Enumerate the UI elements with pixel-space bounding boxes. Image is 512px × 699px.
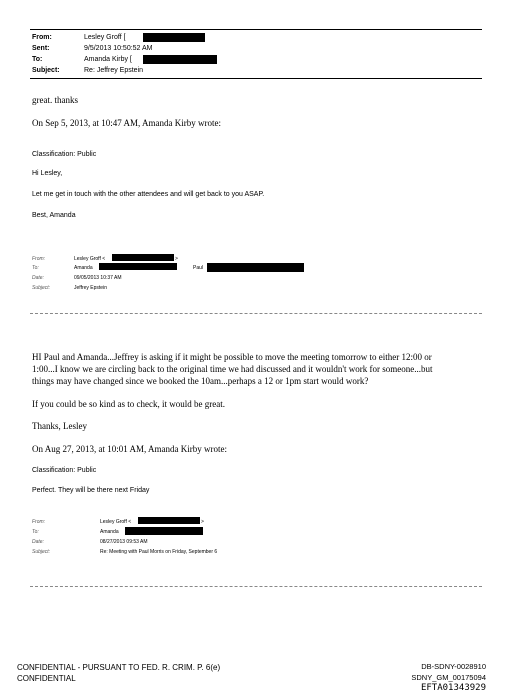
efta-number: EFTA01343929 [420,683,486,693]
redaction-box [99,263,177,270]
quoted-subject-label: Subject: [32,285,51,291]
sent-label: Sent: [32,45,50,52]
classification-text: Classification: Public [32,151,97,158]
bates-number: DB-SDNY-0028910 [421,662,486,671]
confidential-label: CONFIDENTIAL [17,674,76,683]
quoted-from-label: From: [32,519,46,525]
to-label: To: [32,56,43,63]
quoted-from-end: > [201,519,204,525]
to-value: Amanda Kirby [ [84,56,132,63]
redaction-box [112,254,174,261]
signoff-text: Best, Amanda [32,212,76,219]
quoted-to-label: To: [32,529,39,535]
redaction-box [125,527,203,535]
message-body: Let me get in touch with the other attendees and will get back to you ASAP. [32,191,265,198]
header-bottom-rule [30,78,482,79]
header-top-rule [30,29,482,30]
quoted-subject-label: Subject: [32,549,51,555]
quoted-to-label: To: [32,265,39,271]
redaction-box [143,33,205,42]
separator-rule [30,586,482,587]
check-text: If you could be so kind as to check, it would be great. [32,399,225,409]
quoted-from-value: Lesley Groff < [100,519,132,525]
separator-rule [30,313,482,314]
greeting-text: Hi Lesley, [32,170,63,177]
from-label: From: [32,34,52,41]
reply-text: great. thanks [32,95,78,105]
wrote-line: On Aug 27, 2013, at 10:01 AM, Amanda Kirby wrote: [32,444,227,454]
quoted-to-value: Amanda [100,529,119,535]
redaction-box [143,55,217,64]
quoted-subject-value: Re: Meeting with Paul Morris on Friday, September 6 [100,549,218,555]
sent-value: 9/5/2013 10:50:52 AM [84,45,153,52]
quoted-date-value: 09/05/2013 10:37 AM [74,275,122,281]
quoted-from-value: Lesley Groff < [74,256,106,262]
message-body: Perfect. They will be there next Friday [32,487,150,494]
quoted-date-label: Date: [32,539,44,545]
subject-value: Re: Jeffrey Epstein [84,67,144,74]
quoted-subject-value: Jeffrey Epstein [74,285,107,291]
bates-number: SDNY_GM_00175094 [411,673,486,682]
quoted-to-extra: Paul [193,265,204,271]
quoted-from-label: From: [32,256,46,262]
wrote-line: On Sep 5, 2013, at 10:47 AM, Amanda Kirby wrote: [32,118,221,128]
message-body-line: HI Paul and Amanda...Jeffrey is asking if it might be possible to move the meeting tomorrow to either 12:00 or [32,352,432,362]
quoted-from-end: > [175,256,178,262]
message-body-line: things may have changed since we booked the 10am...perhaps a 12 or 1pm start would work? [32,376,369,386]
message-body-line: 1:00...I know we are circling back to the original time we had discussed and it wouldn't work for someone...but [32,364,433,374]
confidential-notice: CONFIDENTIAL - PURSUANT TO FED. R. CRIM. P. 6(e) [17,663,221,672]
redaction-box [138,517,200,524]
from-value: Lesley Groff [ [84,34,126,41]
quoted-date-label: Date: [32,275,44,281]
quoted-date-value: 08/27/2013 09:53 AM [100,539,148,545]
signoff-text: Thanks, Lesley [32,421,87,431]
subject-label: Subject: [32,67,60,74]
quoted-to-value: Amanda [74,265,93,271]
classification-text: Classification: Public [32,467,97,474]
redaction-box [207,263,304,272]
